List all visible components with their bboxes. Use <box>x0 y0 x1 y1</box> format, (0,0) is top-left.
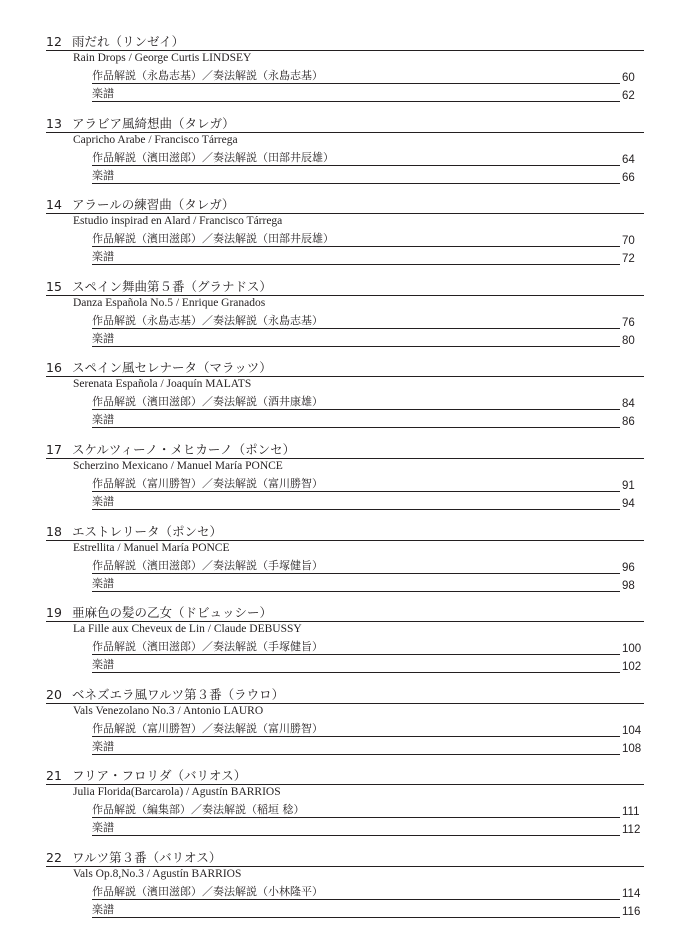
piece-heading <box>46 523 644 541</box>
score-row <box>92 495 635 510</box>
commentary-label: 作品解説（永島志基）／奏法解説（永島志基） <box>92 313 323 327</box>
commentary-label: 作品解説（濱田滋郎）／奏法解説（酒井康雄） <box>92 395 323 409</box>
piece-subtitle: Vals Op.8,No.3 / Agustín BARRIOS <box>73 868 242 880</box>
piece-heading <box>46 849 644 867</box>
piece-number: 20 <box>46 686 62 702</box>
score-page: 102 <box>622 661 642 674</box>
score-row <box>92 658 642 674</box>
piece-number: 14 <box>46 197 62 213</box>
commentary-page: 60 <box>622 72 635 84</box>
score-label: 楽譜 <box>92 495 114 508</box>
commentary-page: 96 <box>622 561 635 574</box>
commentary-label: 作品解説（永島志基）／奏法解説（永島志基） <box>92 69 323 82</box>
toc-entry <box>0 523 697 605</box>
commentary-label: 作品解説（富川勝智）／奏法解説（富川勝智） <box>92 477 323 490</box>
commentary-row <box>92 395 635 411</box>
score-page: 98 <box>622 579 635 592</box>
commentary-label: 作品解説（濱田滋郎）／奏法解説（田部井辰雄） <box>92 232 334 246</box>
piece-number: 13 <box>46 115 62 131</box>
piece-number: 18 <box>46 523 62 539</box>
toc-entry <box>0 767 697 849</box>
commentary-row <box>92 69 635 84</box>
toc-entry <box>0 849 697 931</box>
piece-heading <box>46 441 644 459</box>
piece-subtitle: Estrellita / Manuel María PONCE <box>73 541 230 554</box>
piece-number: 12 <box>46 34 62 49</box>
piece-title: アラビア風綺想曲（タレガ） <box>72 115 235 131</box>
piece-number: 16 <box>46 360 62 376</box>
score-row <box>92 250 635 266</box>
score-label: 楽譜 <box>92 576 114 590</box>
piece-number: 19 <box>46 605 62 621</box>
commentary-row <box>92 150 635 166</box>
toc-entry <box>0 196 697 278</box>
commentary-label: 作品解説（濱田滋郎）／奏法解説（手塚健旨） <box>92 558 323 572</box>
piece-title: 亜麻色の髪の乙女（ドビュッシー） <box>72 605 273 621</box>
commentary-row <box>92 558 635 574</box>
commentary-page: 70 <box>622 235 635 248</box>
commentary-row <box>92 885 641 900</box>
score-page: 66 <box>622 171 635 184</box>
piece-subtitle: Vals Venezolano No.3 / Antonio LAURO <box>73 704 264 717</box>
score-row <box>92 903 641 918</box>
score-label: 楽譜 <box>92 250 114 264</box>
toc-entry <box>0 278 697 360</box>
toc-entry <box>0 359 697 441</box>
toc-entry <box>0 441 697 523</box>
score-label: 楽譜 <box>92 331 114 345</box>
piece-heading <box>46 115 644 133</box>
toc-entry <box>0 604 697 686</box>
score-page: 108 <box>622 742 642 755</box>
score-label: 楽譜 <box>92 821 114 835</box>
piece-subtitle: La Fille aux Cheveux de Lin / Claude DEBUSSY <box>73 623 302 636</box>
piece-heading <box>46 604 644 622</box>
piece-number: 15 <box>46 278 62 294</box>
score-page: 80 <box>622 334 635 347</box>
piece-title: エストレリータ（ポンセ） <box>72 523 223 539</box>
piece-title: 雨だれ（リンゼイ） <box>72 34 185 49</box>
piece-title: スケルツィーノ・メヒカーノ（ポンセ） <box>72 442 296 457</box>
piece-title: スペイン風セレナータ（マラッツ） <box>72 360 272 376</box>
score-page: 86 <box>622 416 635 429</box>
commentary-row <box>92 232 635 248</box>
commentary-page: 64 <box>622 153 635 166</box>
commentary-label: 作品解説（濱田滋郎）／奏法解説（手塚健旨） <box>92 640 323 654</box>
piece-heading <box>46 767 644 785</box>
commentary-row <box>92 721 642 737</box>
piece-subtitle: Danza Española No.5 / Enrique Granados <box>73 296 266 309</box>
toc-entry <box>0 115 697 197</box>
piece-heading <box>46 278 644 296</box>
piece-heading <box>46 359 644 377</box>
piece-title: フリア・フロリダ（バリオス） <box>72 768 247 784</box>
piece-subtitle: Serenata Española / Joaquín MALATS <box>73 378 252 391</box>
piece-heading <box>46 33 644 51</box>
commentary-page: 100 <box>622 643 642 656</box>
commentary-page: 91 <box>622 480 635 492</box>
score-label: 楽譜 <box>92 739 114 753</box>
score-label: 楽譜 <box>92 168 114 182</box>
score-page: 116 <box>622 906 641 918</box>
score-page: 72 <box>622 253 635 266</box>
piece-number: 22 <box>46 850 62 865</box>
toc-entry <box>0 686 697 768</box>
commentary-page: 104 <box>622 724 642 737</box>
score-page: 62 <box>622 90 635 102</box>
commentary-label: 作品解説（編集部）／奏法解説（稲垣 稔） <box>92 803 305 817</box>
commentary-row <box>92 640 642 656</box>
piece-heading <box>46 686 644 704</box>
commentary-row <box>92 313 635 329</box>
commentary-row <box>92 477 635 492</box>
commentary-page: 76 <box>622 316 635 329</box>
score-row <box>92 168 635 184</box>
piece-heading <box>46 196 644 214</box>
piece-number: 17 <box>46 442 62 457</box>
score-page: 112 <box>622 824 641 837</box>
commentary-row <box>92 803 640 819</box>
commentary-page: 84 <box>622 398 635 411</box>
commentary-page: 114 <box>622 888 641 900</box>
piece-title: ベネズエラ風ワルツ第３番（ラウロ） <box>72 686 285 702</box>
score-row <box>92 576 635 592</box>
piece-subtitle: Rain Drops / George Curtis LINDSEY <box>73 52 252 64</box>
score-row <box>92 331 635 347</box>
piece-number: 21 <box>46 768 62 784</box>
commentary-label: 作品解説（濱田滋郎）／奏法解説（田部井辰雄） <box>92 150 334 164</box>
piece-subtitle: Julia Florida(Barcarola) / Agustín BARRIOS <box>73 786 281 799</box>
piece-subtitle: Estudio inspirad en Alard / Francisco Tárrega <box>73 215 283 228</box>
score-row <box>92 87 635 102</box>
piece-subtitle: Capricho Arabe / Francisco Tárrega <box>73 133 238 146</box>
piece-title: ワルツ第３番（バリオス） <box>72 850 222 865</box>
score-row <box>92 739 642 755</box>
score-label: 楽譜 <box>92 658 114 672</box>
commentary-label: 作品解説（富川勝智）／奏法解説（富川勝智） <box>92 721 323 735</box>
score-page: 94 <box>622 498 635 510</box>
score-label: 楽譜 <box>92 87 114 100</box>
score-row <box>92 413 635 429</box>
commentary-page: 111 <box>622 806 640 819</box>
commentary-label: 作品解説（濱田滋郎）／奏法解説（小林隆平） <box>92 885 323 898</box>
piece-subtitle: Scherzino Mexicano / Manuel María PONCE <box>73 460 283 472</box>
piece-title: スペイン舞曲第５番（グラナドス） <box>72 278 272 294</box>
piece-title: アラールの練習曲（タレガ） <box>72 197 235 213</box>
score-row <box>92 821 641 837</box>
toc-entry <box>0 33 697 115</box>
score-label: 楽譜 <box>92 903 114 916</box>
score-label: 楽譜 <box>92 413 114 427</box>
